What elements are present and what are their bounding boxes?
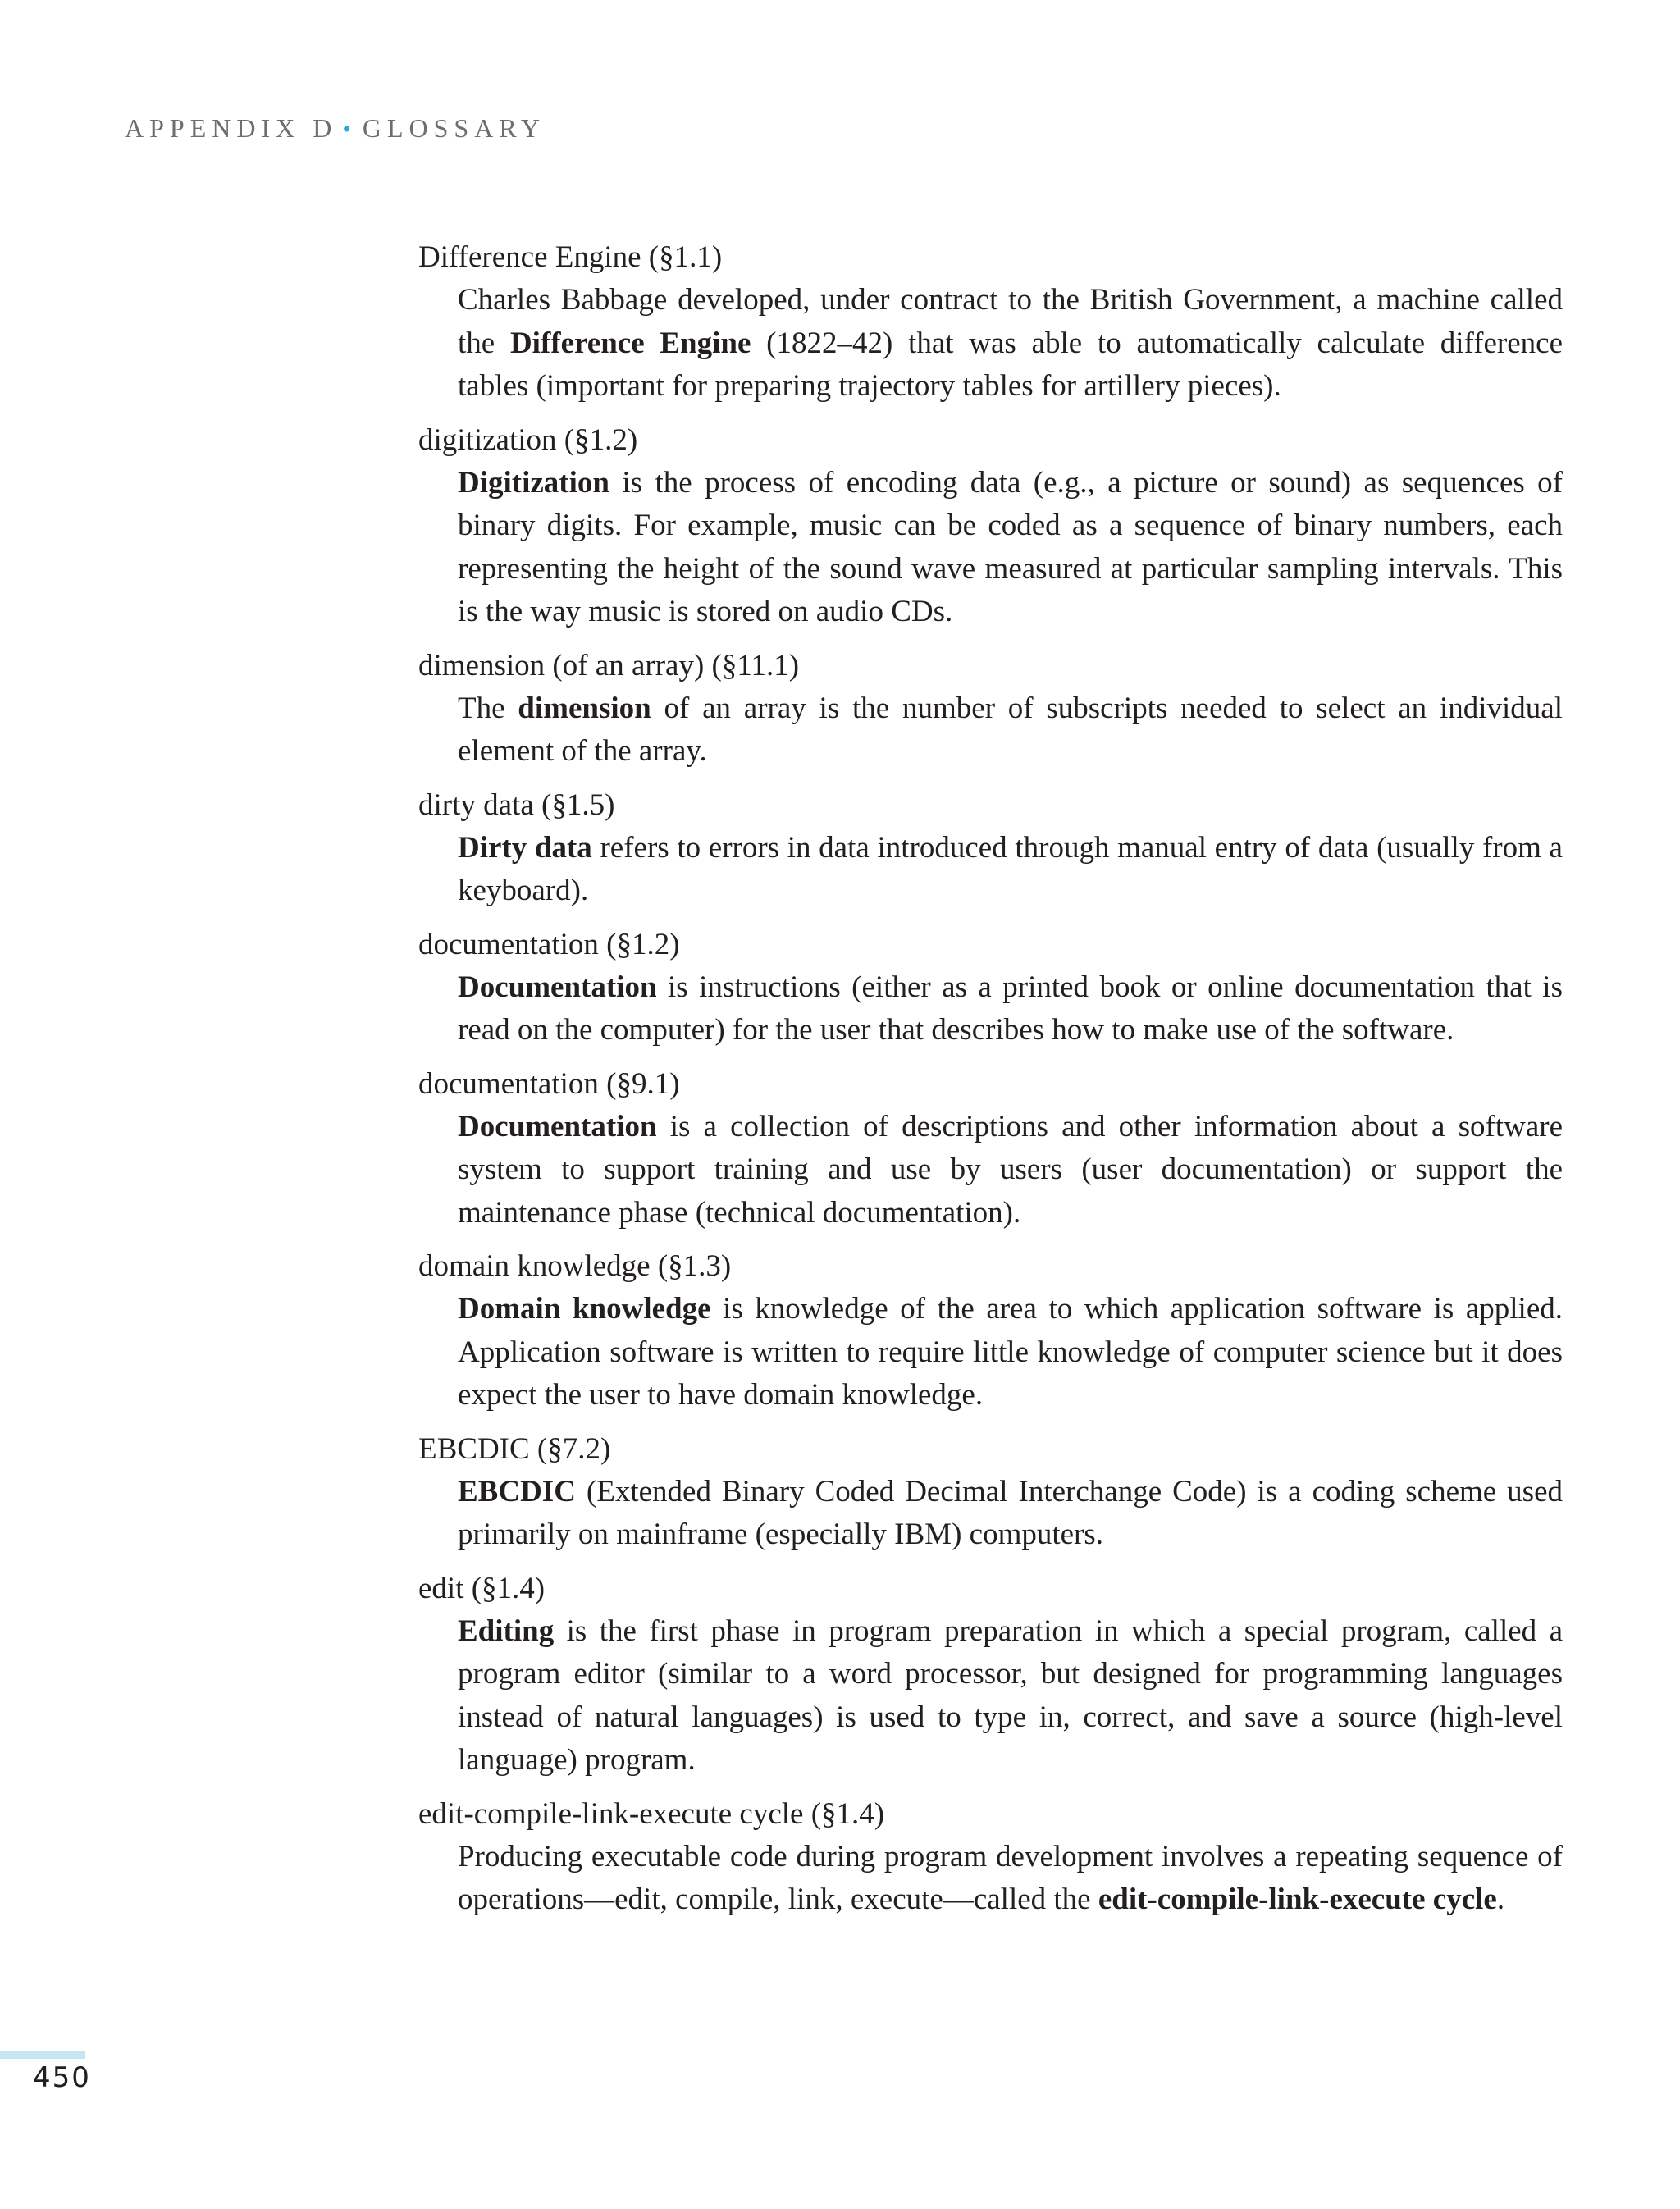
definition-text: of an array is the number of subscripts needed to select an individual element of the array. (458, 691, 1563, 768)
definition-keyword: EBCDIC (458, 1474, 576, 1508)
definition-text: . (1496, 1883, 1505, 1916)
glossary-term: dirty data (§1.5) (418, 787, 615, 822)
glossary-term: edit-compile-link-execute cycle (§1.4) (418, 1796, 885, 1831)
glossary-definition (458, 966, 1563, 1052)
glossary-term: domain knowledge (§1.3) (418, 1249, 732, 1283)
definition-text: is a collection of descriptions and other information about a software system to support training and use by users (user documentation) or support the maintenance phase (technical documentation). (458, 1109, 1563, 1230)
glossary-definition (458, 827, 1563, 913)
running-head-bullet: • (342, 116, 351, 143)
glossary-term: EBCDIC (§7.2) (418, 1431, 611, 1466)
definition-text: is knowledge of the area to which application software is applied. Application software is written to require little knowledge of computer science but it does expect the user to have domain knowledge. (458, 1292, 1563, 1412)
definition-keyword: Editing (458, 1613, 555, 1648)
glossary-definition (458, 1288, 1563, 1417)
glossary-term: documentation (§1.2) (418, 927, 680, 961)
page-number: 450 (33, 2061, 91, 2094)
glossary-term: documentation (§9.1) (418, 1066, 680, 1101)
definition-keyword: Domain knowledge (458, 1292, 711, 1326)
glossary-entry (418, 1245, 1563, 1417)
glossary-term: digitization (§1.2) (418, 422, 638, 457)
definition-text: (Extended Binary Coded Decimal Interchange Code) is a coding scheme used primarily on mainframe (especially IBM) computers. (458, 1474, 1563, 1551)
running-head-appendix: APPENDIX D (125, 113, 338, 143)
glossary-definition (458, 279, 1563, 408)
definition-text: Producing executable code during program development involves a repeating sequence of operations—edit, compile, link, execute—called the (458, 1839, 1563, 1916)
glossary-term: Difference Engine (§1.1) (418, 240, 723, 274)
definition-keyword: Documentation (458, 970, 657, 1004)
glossary-list (418, 236, 1563, 1933)
definition-text: is instructions (either as a printed book or online documentation that is read on the computer) for the user that describes how to make use of the software. (458, 970, 1563, 1047)
definition-keyword: Documentation (458, 1109, 657, 1143)
definition-text: The (458, 691, 518, 725)
glossary-entry (418, 1793, 1563, 1922)
definition-text: is the process of encoding data (e.g., a picture or sound) as sequences of binary digits. For example, music can be coded as a sequence of binary numbers, each representing the height of the sound wave measured at particular sampling intervals. This is the way music is stored on audio CDs. (458, 465, 1563, 628)
definition-keyword: Dirty data (458, 830, 592, 865)
glossary-definition (458, 1471, 1563, 1557)
glossary-definition (458, 1106, 1563, 1235)
definition-text: refers to errors in data introduced through manual entry of data (usually from a keyboard). (458, 830, 1563, 907)
running-head (125, 113, 546, 144)
glossary-entry (418, 1063, 1563, 1235)
glossary-entry (418, 1568, 1563, 1782)
definition-text: (1822–42) that was able to automatically calculate difference tables (important for preparing trajectory tables for artillery pieces). (458, 326, 1564, 403)
glossary-definition (458, 1610, 1563, 1782)
definition-keyword: Difference Engine (509, 326, 751, 360)
glossary-entry (418, 419, 1563, 634)
glossary-entry (418, 645, 1563, 774)
definition-text: is the first phase in program preparation in which a special program, called a program editor (similar to a word processor, but designed for programming languages instead of natural languages) is used to type in, correct, and save a source (high-level language) program. (458, 1613, 1563, 1777)
glossary-entry (418, 924, 1563, 1052)
glossary-definition (458, 687, 1563, 774)
folio-accent-bar (0, 2051, 85, 2059)
running-head-section: GLOSSARY (362, 113, 546, 143)
glossary-definition (458, 462, 1563, 634)
glossary-entry (418, 784, 1563, 913)
glossary-entry (418, 236, 1563, 408)
glossary-term: edit (§1.4) (418, 1571, 546, 1605)
definition-text: Charles Babbage developed, under contract to the British Government, a machine called the (458, 283, 1563, 360)
glossary-entry (418, 1428, 1563, 1557)
glossary-definition (458, 1836, 1563, 1922)
definition-keyword: Digitization (458, 465, 609, 500)
definition-keyword: edit-compile-link-execute cycle (1098, 1883, 1497, 1916)
glossary-term: dimension (of an array) (§11.1) (418, 648, 800, 682)
definition-keyword: dimension (518, 691, 651, 725)
